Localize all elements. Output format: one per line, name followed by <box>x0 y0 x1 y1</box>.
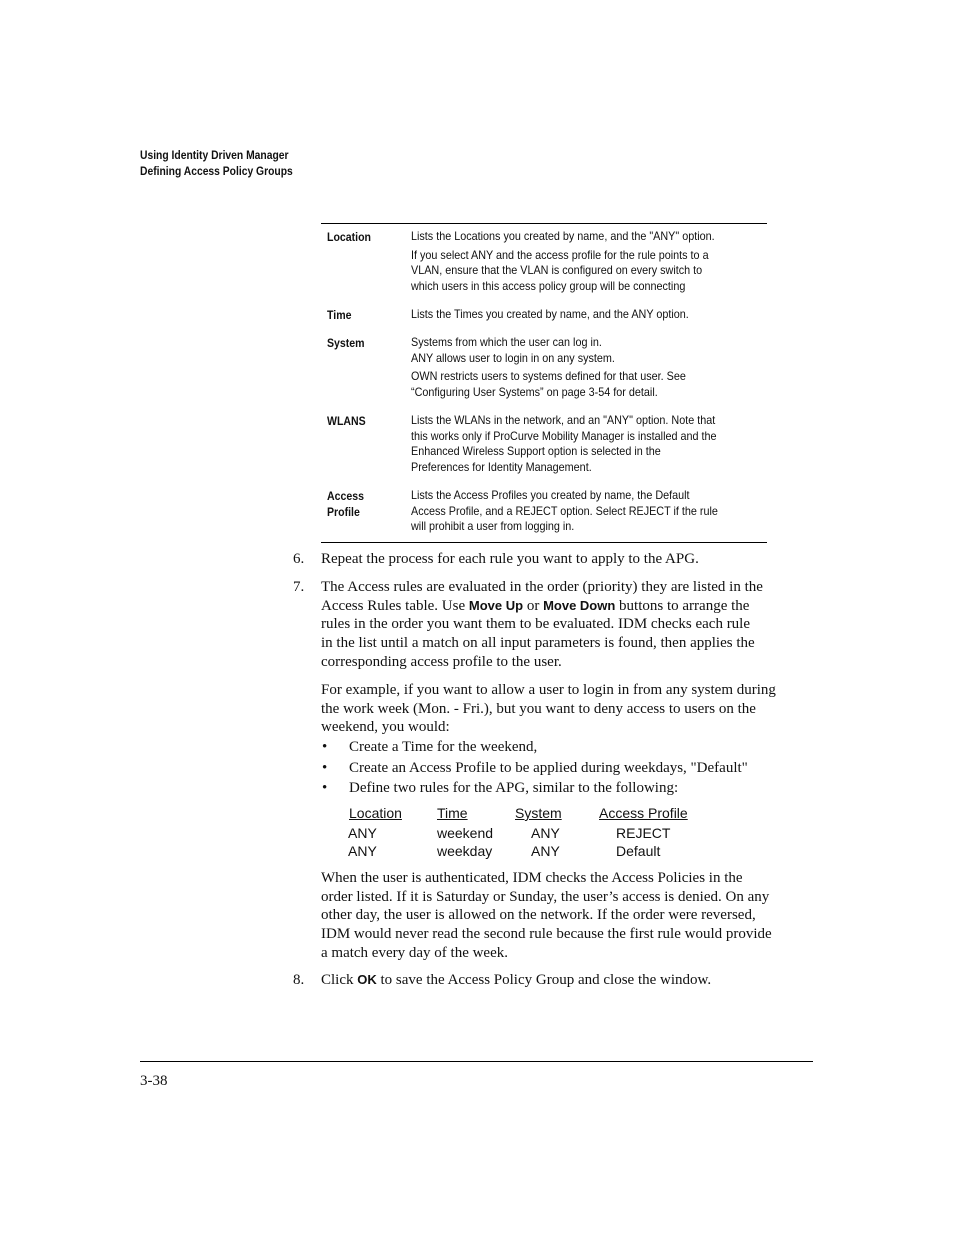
text-run: buttons to arrange the <box>615 597 750 614</box>
step-7-text <box>321 578 813 672</box>
desc-line: Enhanced Wireless Support option is selected in the <box>411 444 661 458</box>
paragraph-line: corresponding access profile to the user. <box>321 653 562 670</box>
desc-line: If you select ANY and the access profile for the rule points to a <box>411 247 709 262</box>
paragraph-line: weekend, you would: <box>321 719 450 736</box>
example-cell: ANY <box>531 825 560 841</box>
term-wlans: WLANS <box>327 414 366 428</box>
text-run: or <box>523 597 544 614</box>
example-header-time: Time <box>437 805 468 821</box>
example-header-access-profile: Access Profile <box>599 805 688 821</box>
desc-line: will prohibit a user from logging in. <box>411 519 575 533</box>
text-run: Click <box>321 972 358 988</box>
desc-line: Lists the Times you created by name, and the ANY option. <box>411 307 689 321</box>
paragraph-line: For example, if you want to allow a user to login in from any system during <box>321 682 776 698</box>
header-underline-spacer <box>349 804 437 822</box>
example-cell: Default <box>616 843 661 859</box>
header-chapter: Using Identity Driven Manager <box>140 148 289 162</box>
example-cell: ANY <box>348 843 377 859</box>
desc-line: Systems from which the user can log in. <box>411 335 602 349</box>
desc-line: this works only if ProCurve Mobility Manager is installed and the <box>411 428 717 443</box>
desc-line: “Configuring User Systems” on page 3-54 for detail. <box>411 384 658 399</box>
paragraph-line: rules in the order you want them to be evaluated. IDM checks each rule <box>321 616 751 633</box>
example-cell: weekend <box>437 825 494 841</box>
step-8-text <box>321 971 813 990</box>
paragraph-line: IDM would never read the second rule because the first rule would provide <box>321 926 772 943</box>
bullet-item: Create an Access Profile to be applied during weekdays, "Default" <box>349 760 748 776</box>
desc-line: OWN restricts users to systems defined for that user. See <box>411 369 686 383</box>
paragraph-line: order listed. If it is Saturday or Sunday, the user’s access is denied. On any <box>321 888 770 905</box>
desc-wlans <box>411 413 767 475</box>
move-down-label: Move Down <box>543 597 616 613</box>
desc-line: Lists the WLANs in the network, and an "ANY" option. Note that <box>411 413 716 427</box>
header-section: Defining Access Policy Groups <box>140 164 293 178</box>
desc-line: Lists the Locations you created by name, and the "ANY" option. <box>411 229 715 243</box>
example-cell: weekday <box>437 843 493 859</box>
paragraph-line: The Access rules are evaluated in the order (priority) they are listed in the <box>321 579 763 595</box>
desc-line: Lists the Access Profiles you created by name, the Default <box>411 488 690 502</box>
desc-access-profile <box>411 488 767 535</box>
text-run: Access Rules table. Use <box>321 597 469 614</box>
paragraph-line <box>321 971 813 990</box>
example-header-system: System <box>515 805 562 821</box>
term-profile: Profile <box>327 505 360 519</box>
example-cell: REJECT <box>616 825 671 841</box>
paragraph-line: When the user is authenticated, IDM checks the Access Policies in the <box>321 870 743 886</box>
bullet-icon: • <box>322 780 328 796</box>
step-8-number: 8. <box>293 972 305 988</box>
ok-label: OK <box>357 972 377 987</box>
step-6-number: 6. <box>293 551 305 567</box>
step-7-number: 7. <box>293 579 305 595</box>
desc-line: which users in this access policy group will be connecting <box>411 278 686 293</box>
term-location: Location <box>327 230 371 244</box>
example-intro <box>321 681 813 737</box>
desc-line: ANY allows user to login in on any system. <box>411 350 615 365</box>
desc-line: Preferences for Identity Management. <box>411 459 592 474</box>
bullet-item: Create a Time for the weekend, <box>349 739 538 755</box>
example-cell: ANY <box>348 825 377 841</box>
desc-line: Access Profile, and a REJECT option. Select REJECT if the rule <box>411 503 718 518</box>
example-cell: ANY <box>531 843 560 859</box>
desc-time <box>411 307 767 323</box>
paragraph-line: other day, the user is allowed on the network. If the order were reversed, <box>321 907 756 924</box>
desc-system <box>411 335 767 400</box>
paragraph-line: Repeat the process for each rule you want to apply to the APG. <box>321 551 699 567</box>
bullet-icon: • <box>322 760 328 776</box>
term-system: System <box>327 336 365 350</box>
conclusion-paragraph <box>321 869 813 963</box>
field-definition-table <box>321 223 767 543</box>
bullet-item: Define two rules for the APG, similar to the following: <box>349 780 679 796</box>
term-access: Access <box>327 489 365 503</box>
paragraph-line <box>321 597 813 616</box>
running-header <box>140 147 318 179</box>
paragraph-line: the work week (Mon. - Fri.), but you want to deny access to users on the <box>321 700 756 717</box>
text-run: to save the Access Policy Group and close the window. <box>376 972 712 988</box>
paragraph-line: in the list until a match on all input parameters is found, then applies the <box>321 635 755 652</box>
paragraph-line: a match every day of the week. <box>321 944 508 961</box>
desc-line: VLAN, ensure that the VLAN is configured on every switch to <box>411 263 703 277</box>
term-time: Time <box>327 308 352 322</box>
step-6-text <box>321 550 813 569</box>
footer-divider <box>140 1061 813 1062</box>
bullet-icon: • <box>322 739 328 755</box>
page-number: 3-38 <box>140 1073 168 1089</box>
desc-location <box>411 229 767 294</box>
example-header-location: Location <box>349 805 402 821</box>
move-up-label: Move Up <box>468 597 524 613</box>
